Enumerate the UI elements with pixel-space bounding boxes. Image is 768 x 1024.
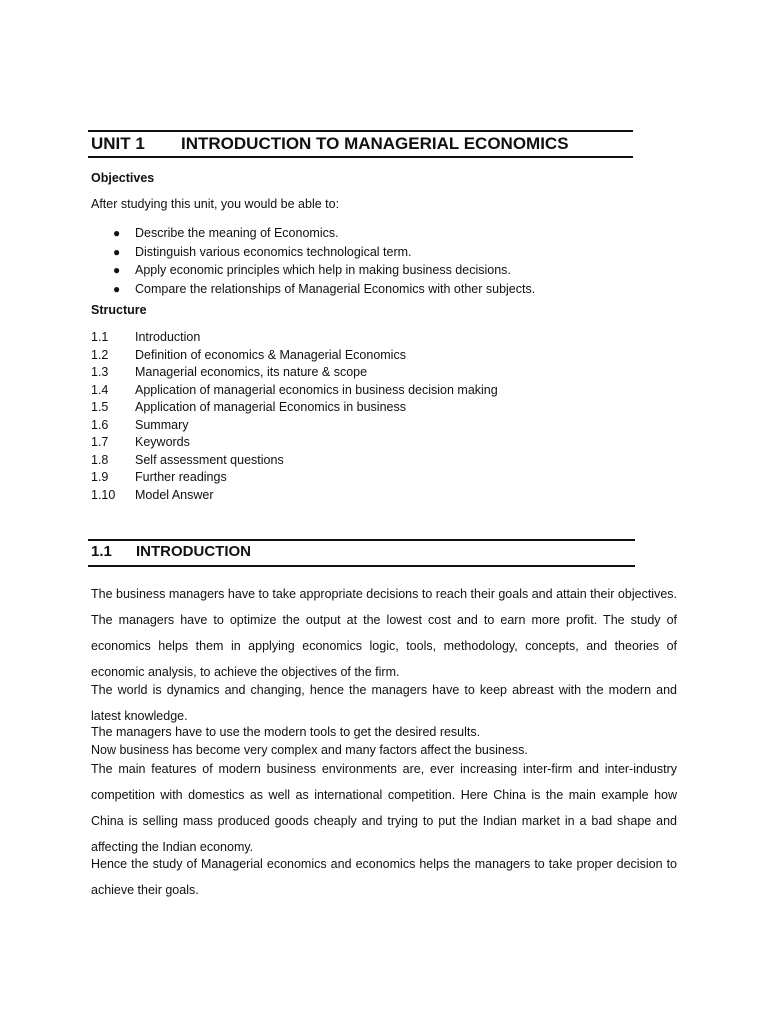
structure-text: Further readings <box>135 470 227 484</box>
unit-top-rule <box>88 130 633 132</box>
objective-text: Distinguish various economics technological term. <box>135 244 412 259</box>
list-item <box>91 487 498 505</box>
list-item <box>113 243 535 262</box>
bullet-icon: ● <box>113 263 121 277</box>
section-bottom-rule <box>88 565 635 567</box>
paragraph: The world is dynamics and changing, hence the managers have to keep abreast with the modern and latest knowledge. <box>91 683 677 723</box>
list-item <box>91 452 498 470</box>
unit-number: UNIT 1 <box>91 134 145 153</box>
list-item <box>91 434 498 452</box>
structure-number: 1.8 <box>91 452 109 467</box>
objectives-list <box>113 224 535 298</box>
paragraph: Now business has become very complex and many factors affect the business. <box>91 743 528 757</box>
structure-number: 1.9 <box>91 470 109 484</box>
list-item <box>91 382 498 400</box>
list-item <box>91 329 498 347</box>
unit-title: INTRODUCTION TO MANAGERIAL ECONOMICS <box>181 134 569 153</box>
structure-number: 1.4 <box>91 382 109 397</box>
list-item <box>113 224 535 243</box>
section-title: INTRODUCTION <box>136 543 251 560</box>
paragraph: Hence the study of Managerial economics and economics helps the managers to take proper decision to achieve their goals. <box>91 857 677 897</box>
unit-bottom-rule <box>88 156 633 158</box>
objective-text: Compare the relationships of Managerial Economics with other subjects. <box>135 281 536 296</box>
section-number: 1.1 <box>91 543 112 560</box>
structure-number: 1.3 <box>91 365 109 379</box>
structure-list <box>91 329 498 504</box>
structure-heading: Structure <box>91 303 147 317</box>
structure-text: Application of managerial economics in business decision making <box>135 382 498 397</box>
structure-text: Keywords <box>135 435 190 449</box>
structure-number: 1.2 <box>91 347 109 362</box>
structure-text: Summary <box>135 417 189 432</box>
structure-text: Introduction <box>135 330 201 344</box>
list-item <box>91 399 498 417</box>
list-item <box>113 280 535 299</box>
structure-text: Self assessment questions <box>135 452 284 467</box>
list-item <box>91 347 498 365</box>
paragraph: The main features of modern business environments are, ever increasing inter-firm and inter-industry competition with domestics as well as international competition. Here China is the main example how China is selling mass produced goods cheaply and trying to put the Indian market in a bad shape and affecting the Indian economy. <box>91 762 677 854</box>
section-top-rule <box>88 539 635 541</box>
list-item <box>91 469 498 487</box>
structure-number: 1.10 <box>91 487 116 502</box>
list-item <box>113 261 535 280</box>
structure-text: Application of managerial Economics in business <box>135 400 406 414</box>
objectives-heading: Objectives <box>91 171 155 185</box>
section-heading <box>91 543 251 560</box>
paragraph: The managers have to use the modern tools to get the desired results. <box>91 725 481 739</box>
structure-text: Managerial economics, its nature & scope <box>135 365 368 379</box>
objective-text: Apply economic principles which help in making business decisions. <box>135 263 511 277</box>
unit-heading <box>91 134 569 154</box>
bullet-icon: ● <box>113 244 121 259</box>
structure-text: Model Answer <box>135 487 214 502</box>
bullet-icon: ● <box>113 281 121 296</box>
structure-number: 1.6 <box>91 417 109 432</box>
objectives-intro: After studying this unit, you would be able to: <box>91 197 340 211</box>
structure-number: 1.1 <box>91 330 109 344</box>
bullet-icon: ● <box>113 226 121 240</box>
structure-text: Definition of economics & Managerial Economics <box>135 347 406 362</box>
list-item <box>91 364 498 382</box>
structure-number: 1.7 <box>91 435 109 449</box>
list-item <box>91 417 498 435</box>
objective-text: Describe the meaning of Economics. <box>135 226 339 240</box>
paragraph: The business managers have to take appropriate decisions to reach their goals and attain their objectives. The managers have to optimize the output at the lowest cost and to earn more profit. The study of economics helps them in applying economics logic, tools, methodology, concepts, and theories of economic analysis, to achieve the objectives of the firm. <box>91 587 677 679</box>
structure-number: 1.5 <box>91 400 109 414</box>
